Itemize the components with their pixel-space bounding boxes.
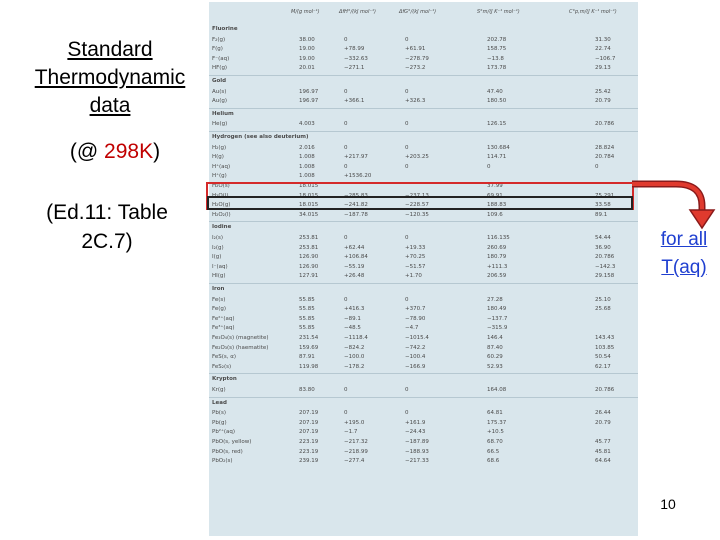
table-row [209,324,638,333]
table-cell: +203.25 [405,154,429,161]
species-name: I₂(s) [212,235,223,241]
table-cell: 0 [344,410,348,417]
table-cell: 89.1 [595,211,608,218]
header-enthalpy: ΔfH°/(kJ mol⁻¹) [339,9,376,15]
table-cell: 0 [405,235,409,241]
table-cell: 180.50 [487,98,507,105]
table-cell: 34.015 [299,211,319,218]
species-name: Fe₃O₄(s) (magnetite) [212,335,269,341]
species-name: He(g) [212,121,228,128]
table-cell: 20.784 [595,154,615,161]
table-cell: +70.25 [405,254,426,261]
table-cell: 119.98 [299,363,319,370]
table-cell: 20.79 [595,98,611,105]
table-cell: −187.89 [405,439,429,445]
table-cell: 146.4 [487,335,503,341]
for-all-line-2: T(aq) [661,257,707,278]
table-row [209,153,638,162]
group-heading: Helium [212,110,234,117]
table-cell: +78.99 [344,46,365,53]
table-cell: 253.81 [299,244,319,251]
table-row [209,409,638,418]
temp-value: 298K [104,140,154,163]
table-cell: 69.91 [487,192,503,199]
table-cell: 29.158 [595,273,615,280]
table-cell: −315.9 [487,325,508,332]
table-cell: 66.5 [487,448,500,455]
table-cell: −137.7 [487,315,508,322]
table-row [209,172,638,181]
species-name: Pb(s) [212,410,226,417]
table-cell: 0 [405,387,409,393]
table-cell: +217.97 [344,154,368,161]
table-cell: 0 [344,296,348,303]
table-cell: 0 [344,36,348,43]
table-cell: 260.69 [487,244,507,251]
table-cell: 18.015 [299,202,319,209]
table-cell: 0 [405,410,409,417]
table-cell: 116.135 [487,235,510,241]
header-entropy: S°m/(J K⁻¹ mol⁻¹) [477,9,520,15]
table-cell: 55.85 [299,296,315,303]
table-cell: −1015.4 [405,335,429,341]
species-name: Fe³⁺(aq) [212,325,235,332]
group-heading: Gold [212,78,227,84]
table-cell: 0 [344,387,348,393]
table-cell: 47.40 [487,88,503,95]
table-row [209,144,638,153]
table-cell: +161.9 [405,419,426,426]
table-row [209,353,638,362]
table-cell: −142.3 [595,263,616,270]
table-cell: −218.99 [344,448,368,455]
table-cell: −55.19 [344,263,365,270]
group-heading: Fluorine [212,26,238,32]
species-name: H⁺(aq) [212,163,231,170]
table-header [209,2,638,24]
table-cell: 20.79 [595,419,611,426]
group-separator [209,283,638,284]
table-cell: +10.5 [487,429,504,436]
species-name: H₂O(s) [212,183,230,189]
table-cell: 68.6 [487,458,500,465]
group-separator [209,397,638,398]
table-row [209,428,638,437]
highlight-hydrogen-ion-gas [207,196,633,210]
title-line-1: Standard [67,38,153,61]
species-name: H₂O₂(l) [212,211,231,218]
table-row [209,55,638,64]
table-cell: −51.57 [405,263,426,270]
group-separator [209,373,638,374]
table-cell: −89.1 [344,315,361,322]
table-row [209,36,638,45]
table-cell: −217.32 [344,439,368,445]
species-name: H₂O(l) [212,192,229,199]
edition-line-1: (Ed.11: Table [46,201,168,224]
species-name: Fe²⁺(aq) [212,315,235,322]
table-cell: +61.91 [405,46,426,53]
table-cell: +1536.20 [344,173,372,180]
table-cell: 180.49 [487,306,507,313]
table-cell: 0 [344,144,348,151]
table-cell: 223.19 [299,439,319,445]
table-cell: 109.6 [487,211,503,218]
table-cell: 2.016 [299,144,315,151]
species-name: Pb(g) [212,419,227,426]
table-cell: 83.80 [299,387,315,393]
table-cell: −217.33 [405,458,429,465]
table-cell: +195.0 [344,419,365,426]
species-name: PbO(s, red) [212,448,243,455]
for-all-line-1: for all [660,229,708,250]
temp-close: ) [153,140,161,163]
table-cell: 19.00 [299,55,315,62]
table-cell: 207.19 [299,419,319,426]
table-cell: 159.69 [299,344,319,351]
group-separator [209,75,638,76]
temperature-note [40,140,190,164]
table-cell: −13.8 [487,55,504,62]
table-cell: −271.1 [344,65,365,72]
title-line-3: data [89,94,131,117]
species-name: Au(s) [212,88,227,95]
table-cell: +19.33 [405,244,426,251]
table-cell: 207.19 [299,429,319,436]
table-row [209,334,638,343]
table-cell: 45.77 [595,439,611,445]
slide-title [12,36,208,120]
table-cell: 126.90 [299,263,319,270]
table-row [209,163,638,172]
table-cell: 20.786 [595,121,615,128]
table-cell: −106.7 [595,55,616,62]
table-cell: 114.71 [487,154,507,161]
table-cell: −120.35 [405,211,429,218]
table-cell: 0 [405,88,409,95]
table-cell: 55.85 [299,315,315,322]
table-row [209,363,638,372]
table-cell: 18.015 [299,192,319,199]
table-row [209,211,638,220]
table-cell: 0 [405,144,409,151]
species-name: I(g) [212,254,222,261]
species-name: I⁻(aq) [212,263,228,270]
species-name: Fe₂O₃(s) (haematite) [212,344,269,351]
table-row [209,419,638,428]
table-cell: 196.97 [299,98,319,105]
table-row [209,448,638,457]
table-cell: −4.7 [405,325,419,332]
table-cell: −188.93 [405,448,429,455]
table-cell: −1118.4 [344,335,368,341]
table-cell: +1.70 [405,273,422,280]
table-cell: 55.85 [299,306,315,313]
temp-open: (@ [69,140,105,163]
thermo-data-table [209,2,638,536]
table-cell: 0 [405,296,409,303]
table-row [209,457,638,466]
table-cell: +416.3 [344,306,365,313]
table-cell: 37.99 [487,183,503,189]
table-cell: 25.68 [595,306,611,313]
table-cell: −100.0 [344,354,365,361]
table-cell: 0 [595,163,599,170]
table-cell: 20.786 [595,387,615,393]
table-cell: −273.2 [405,65,426,72]
title-line-2: Thermodynamic [34,66,186,89]
table-cell: 25.10 [595,296,611,303]
table-cell: 206.59 [487,273,507,280]
table-row [209,305,638,314]
table-cell: −166.9 [405,363,426,370]
species-name: H₂O(g) [212,202,231,209]
table-cell: −237.13 [405,192,429,199]
table-cell: 28.824 [595,144,615,151]
table-cell: −1.7 [344,429,358,436]
table-cell: 18.015 [299,183,319,189]
table-cell: 0 [405,121,409,128]
table-cell: 126.15 [487,121,507,128]
species-name: H(g) [212,154,224,161]
species-name: PbO(s, yellow) [212,439,252,445]
table-cell: 188.83 [487,202,507,209]
table-cell: +111.3 [487,263,508,270]
table-cell: +366.1 [344,98,365,105]
table-cell: 68.70 [487,439,503,445]
table-cell: 29.13 [595,65,611,72]
species-name: H⁺(g) [212,173,227,180]
table-cell: 143.43 [595,335,615,341]
table-cell: 202.78 [487,36,507,43]
table-cell: 64.81 [487,410,503,417]
group-heading: Krypton [212,376,237,383]
table-cell: 0 [405,36,409,43]
table-cell: 158.75 [487,46,507,53]
table-row [209,64,638,73]
for-all-aq-note [648,226,720,282]
table-cell: −48.5 [344,325,361,332]
table-cell: 0 [344,88,348,95]
table-cell: 126.90 [299,254,319,261]
table-cell: −277.4 [344,458,365,465]
table-cell: 1.008 [299,173,315,180]
table-row [209,244,638,253]
table-cell: 0 [344,163,348,170]
table-cell: −278.79 [405,55,429,62]
table-cell: 223.19 [299,448,319,455]
table-cell: 64.64 [595,458,611,465]
table-cell: 253.81 [299,235,319,241]
table-cell: 45.81 [595,448,611,455]
table-row [209,438,638,447]
table-cell: 52.93 [487,363,503,370]
header-gibbs: ΔfG°/(kJ mol⁻¹) [399,9,437,15]
table-cell: 60.29 [487,354,503,361]
species-name: FeS₂(s) [212,363,232,370]
table-cell: 0 [344,235,348,241]
table-cell: +62.44 [344,244,365,251]
table-cell: 173.78 [487,65,507,72]
table-cell: 127.91 [299,273,319,280]
table-row [209,45,638,54]
table-cell: 1.008 [299,163,315,170]
edition-line-2: 2C.7) [81,230,133,253]
table-cell: 25.42 [595,88,611,95]
header-heat-capacity: C°p,m/(J K⁻¹ mol⁻¹) [569,9,617,15]
table-cell: 175.37 [487,419,507,426]
group-heading: Hydrogen (see also deuterium) [212,134,309,140]
group-separator [209,108,638,109]
table-cell: 207.19 [299,410,319,417]
group-separator [209,221,638,222]
table-cell: 180.79 [487,254,507,261]
table-cell: 4.003 [299,121,315,128]
species-name: PbO₂(s) [212,458,233,465]
table-cell: 19.00 [299,46,315,53]
table-cell: −228.57 [405,202,429,209]
table-cell: 164.08 [487,387,507,393]
group-heading: Lead [212,399,227,406]
table-cell: 20.786 [595,254,615,261]
species-name: Pb²⁺(aq) [212,429,236,436]
table-row [209,296,638,305]
table-cell: +26.48 [344,273,365,280]
species-name: I₂(g) [212,244,224,251]
table-cell: −332.63 [344,55,368,62]
table-cell: +370.7 [405,306,426,313]
group-separator [209,131,638,132]
table-cell: −78.90 [405,315,426,322]
species-name: FeS(s, α) [212,354,237,361]
table-cell: +326.3 [405,98,426,105]
table-cell: 33.58 [595,202,611,209]
table-cell: 87.91 [299,354,315,361]
table-cell: 231.54 [299,335,319,341]
table-row [209,234,638,243]
table-cell: 38.00 [299,36,315,43]
table-cell: 27.28 [487,296,503,303]
table-cell: 1.008 [299,154,315,161]
table-cell: −100.4 [405,354,426,361]
table-cell: 20.01 [299,65,315,72]
group-heading: Iron [212,286,225,292]
group-heading: Iodine [212,224,232,231]
table-cell: 0 [487,163,491,170]
table-cell: 130.684 [487,144,510,151]
table-cell: 50.54 [595,354,611,361]
species-name: Fe(s) [212,296,226,303]
table-cell: −24.43 [405,429,426,436]
table-cell: 239.19 [299,458,319,465]
table-cell: 75.291 [595,192,615,199]
table-row [209,120,638,129]
species-name: HF(g) [212,65,228,72]
table-cell: −178.2 [344,363,365,370]
species-name: HI(g) [212,273,226,280]
species-name: F(g) [212,46,223,53]
table-cell: 0 [405,163,409,170]
table-cell: 22.74 [595,46,611,53]
header-molar-mass: M/(g mol⁻¹) [291,9,320,15]
table-cell: +106.84 [344,254,368,261]
table-cell: 0 [344,121,348,128]
table-cell: −241.82 [344,202,368,209]
page-number: 10 [660,496,676,512]
table-cell: 55.85 [299,325,315,332]
table-cell: 196.97 [299,88,319,95]
table-row [209,272,638,281]
table-row [209,263,638,272]
table-row [209,88,638,97]
table-cell: −742.2 [405,344,426,351]
species-name: Fe(g) [212,306,227,313]
table-row [209,344,638,353]
table-cell: 103.85 [595,344,615,351]
table-cell: 36.90 [595,244,611,251]
table-cell: −187.78 [344,211,368,218]
table-cell: −285.83 [344,192,368,199]
curved-arrow-icon [630,180,720,232]
table-cell: 87.40 [487,344,503,351]
table-row [209,97,638,106]
table-cell: −824.2 [344,344,365,351]
edition-reference [22,198,192,256]
table-row [209,253,638,262]
species-name: Au(g) [212,98,228,105]
species-name: F⁻(aq) [212,55,230,62]
table-row [209,315,638,324]
species-name: F₂(g) [212,36,226,43]
table-cell: 31.30 [595,36,611,43]
table-cell: 62.17 [595,363,611,370]
table-cell: 54.44 [595,235,611,241]
table-cell: 26.44 [595,410,611,417]
table-row [209,386,638,395]
species-name: Kr(g) [212,387,226,393]
species-name: H₂(g) [212,144,227,151]
